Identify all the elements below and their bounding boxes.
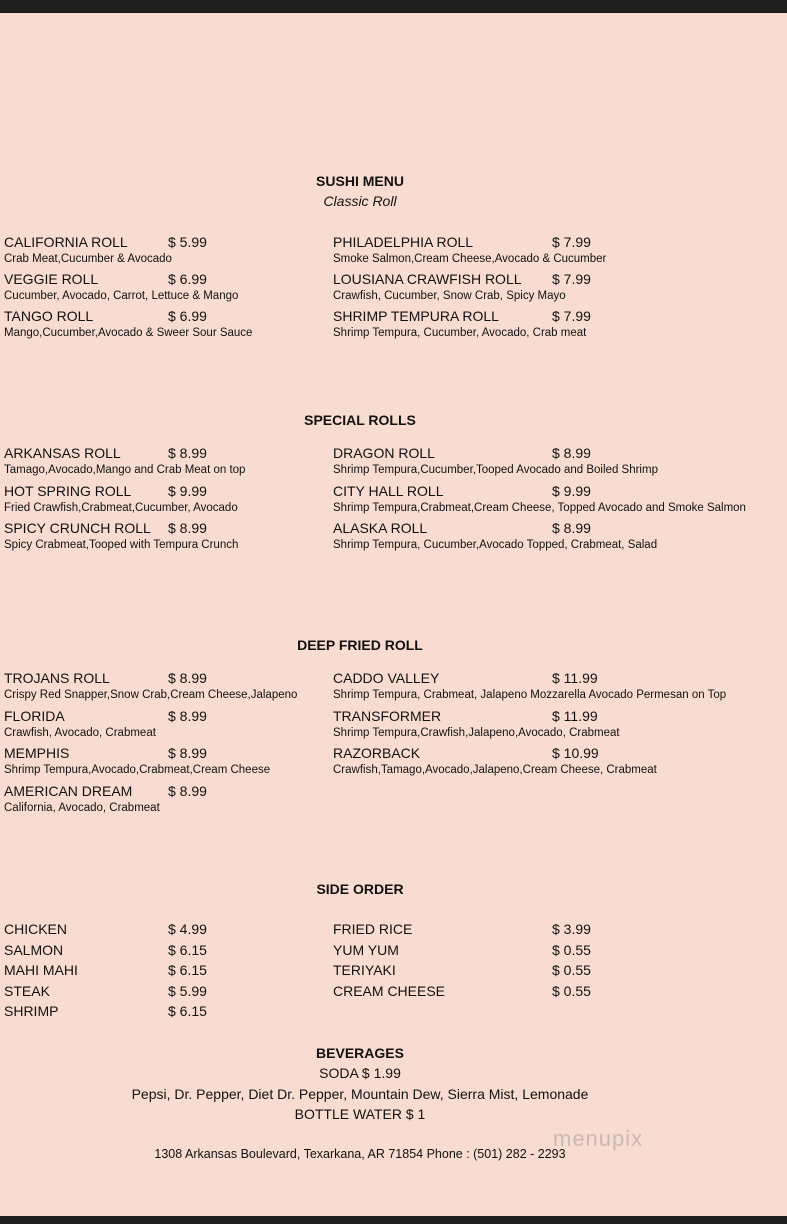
beverage-list: Pepsi, Dr. Pepper, Diet Dr. Pepper, Mountain Dew, Sierra Mist, Lemonade (131, 1086, 589, 1102)
item-description: Crawfish, Cucumber, Snow Crab, Spicy Mayo (333, 290, 566, 302)
item-name: PHILADELPHIA ROLL (333, 234, 474, 250)
item-price: $ 0.55 (552, 962, 591, 978)
item-name: SHRIMP (4, 1003, 59, 1019)
item-description: Shrimp Tempura,Crabmeat,Cream Cheese, Topped Avocado and Smoke Salmon (333, 501, 746, 514)
item-description: Shrimp Tempura,Avocado,Crabmeat,Cream Cheese (4, 764, 271, 776)
item-price: $ 11.99 (552, 707, 598, 724)
item-price: $ 8.99 (168, 707, 207, 724)
item-name: LOUSIANA CRAWFISH ROLL (333, 271, 522, 287)
item-price: $ 8.99 (168, 782, 207, 799)
item-price: $ 5.99 (168, 982, 207, 999)
bottom-bar (0, 1216, 787, 1224)
item-name: CADDO VALLEY (333, 670, 440, 686)
address-phone-footer: 1308 Arkansas Boulevard, Texarkana, AR 71854 Phone : (501) 282 - 2293 (154, 1147, 566, 1161)
item-description: Cucumber, Avocado, Carrot, Lettuce & Mango (4, 290, 239, 302)
item-description: Shrimp Tempura, Cucumber, Avocado, Crab meat (333, 327, 587, 339)
bottle-water-price: BOTTLE WATER $ 1 (294, 1106, 426, 1122)
item-name: TRANSFORMER (333, 707, 442, 724)
item-name: AMERICAN DREAM (4, 782, 133, 799)
item-price: $ 7.99 (552, 308, 591, 324)
deep-fried-roll-heading: DEEP FRIED ROLL (297, 637, 423, 653)
item-price: $ 3.99 (552, 921, 591, 937)
top-bar (0, 0, 787, 13)
item-price: $ 8.99 (552, 445, 591, 461)
item-price: $ 10.99 (552, 745, 599, 761)
item-name: CHICKEN (4, 921, 68, 937)
item-price: $ 6.99 (168, 308, 207, 324)
item-name: ARKANSAS ROLL (4, 445, 121, 461)
item-name: CREAM CHEESE (333, 982, 446, 999)
item-price: $ 9.99 (552, 482, 591, 499)
item-price: $ 4.99 (168, 921, 207, 937)
item-description: Shrimp Tempura,Cucumber,Tooped Avocado and Boiled Shrimp (333, 464, 658, 476)
item-name: FLORIDA (4, 707, 65, 724)
item-price: $ 6.99 (168, 271, 207, 287)
item-name: MAHI MAHI (4, 962, 78, 978)
item-description: Mango,Cucumber,Avocado & Sweer Sour Sauce (4, 327, 253, 339)
item-price: $ 7.99 (552, 271, 591, 287)
item-price: $ 8.99 (168, 520, 207, 536)
item-name: ALASKA ROLL (333, 520, 428, 536)
item-name: CALIFORNIA ROLL (4, 234, 128, 250)
item-price: $ 5.99 (168, 234, 207, 250)
item-name: VEGGIE ROLL (4, 271, 99, 287)
item-name: TROJANS ROLL (4, 670, 110, 686)
item-name: SHRIMP TEMPURA ROLL (333, 308, 499, 324)
item-price: $ 6.15 (168, 941, 207, 958)
item-price: $ 8.99 (168, 670, 207, 686)
item-name: STEAK (4, 982, 50, 999)
item-price: $ 8.99 (168, 745, 207, 761)
item-description: Spicy Crabmeat,Tooped with Tempura Crunch (4, 539, 239, 551)
item-name: TANGO ROLL (4, 308, 94, 324)
watermark-logo: menupix (553, 1126, 644, 1151)
item-price: $ 0.55 (552, 941, 591, 958)
item-name: FRIED RICE (333, 921, 413, 937)
item-price: $ 9.99 (168, 482, 207, 499)
item-description: Shrimp Tempura, Crabmeat, Jalapeno Mozzarella Avocado Permesan on Top (333, 689, 727, 701)
item-name: SALMON (4, 941, 64, 958)
beverages-heading: BEVERAGES (316, 1045, 404, 1061)
item-price: $ 6.15 (168, 962, 207, 978)
item-name: YUM YUM (333, 941, 399, 958)
item-description: Crab Meat,Cucumber & Avocado (4, 253, 172, 265)
menu-title: SUSHI MENU (316, 173, 404, 189)
item-description: California, Avocado, Crabmeat (4, 801, 160, 814)
item-name: TERIYAKI (333, 962, 396, 978)
item-name: CITY HALL ROLL (333, 482, 444, 499)
classic-roll-heading: Classic Roll (323, 193, 397, 209)
item-name: SPICY CRUNCH ROLL (4, 520, 151, 536)
item-name: RAZORBACK (333, 745, 421, 761)
item-name: HOT SPRING ROLL (4, 482, 132, 499)
item-price: $ 6.15 (168, 1003, 207, 1019)
item-description: Smoke Salmon,Cream Cheese,Avocado & Cucumber (333, 253, 607, 265)
item-description: Fried Crawfish,Crabmeat,Cucumber, Avocado (4, 501, 238, 514)
item-name: DRAGON ROLL (333, 445, 435, 461)
item-description: Shrimp Tempura, Cucumber,Avocado Topped, Crabmeat, Salad (333, 539, 658, 551)
item-name: MEMPHIS (4, 745, 70, 761)
item-description: Tamago,Avocado,Mango and Crab Meat on top (4, 464, 246, 476)
item-price: $ 7.99 (552, 234, 591, 250)
item-price: $ 8.99 (552, 520, 591, 536)
special-rolls-heading: SPECIAL ROLLS (304, 412, 416, 428)
soda-price: SODA $ 1.99 (319, 1065, 401, 1081)
item-price: $ 0.55 (552, 982, 591, 999)
item-description: Shrimp Tempura,Crawfish,Jalapeno,Avocado, Crabmeat (333, 726, 620, 739)
item-description: Crawfish, Avocado, Crabmeat (4, 726, 156, 739)
item-price: $ 11.99 (552, 670, 598, 686)
side-order-heading: SIDE ORDER (316, 881, 404, 897)
item-description: Crispy Red Snapper,Snow Crab,Cream Cheese,Jalapeno (4, 689, 298, 701)
item-description: Crawfish,Tamago,Avocado,Jalapeno,Cream Cheese, Crabmeat (333, 764, 657, 776)
item-price: $ 8.99 (168, 445, 207, 461)
